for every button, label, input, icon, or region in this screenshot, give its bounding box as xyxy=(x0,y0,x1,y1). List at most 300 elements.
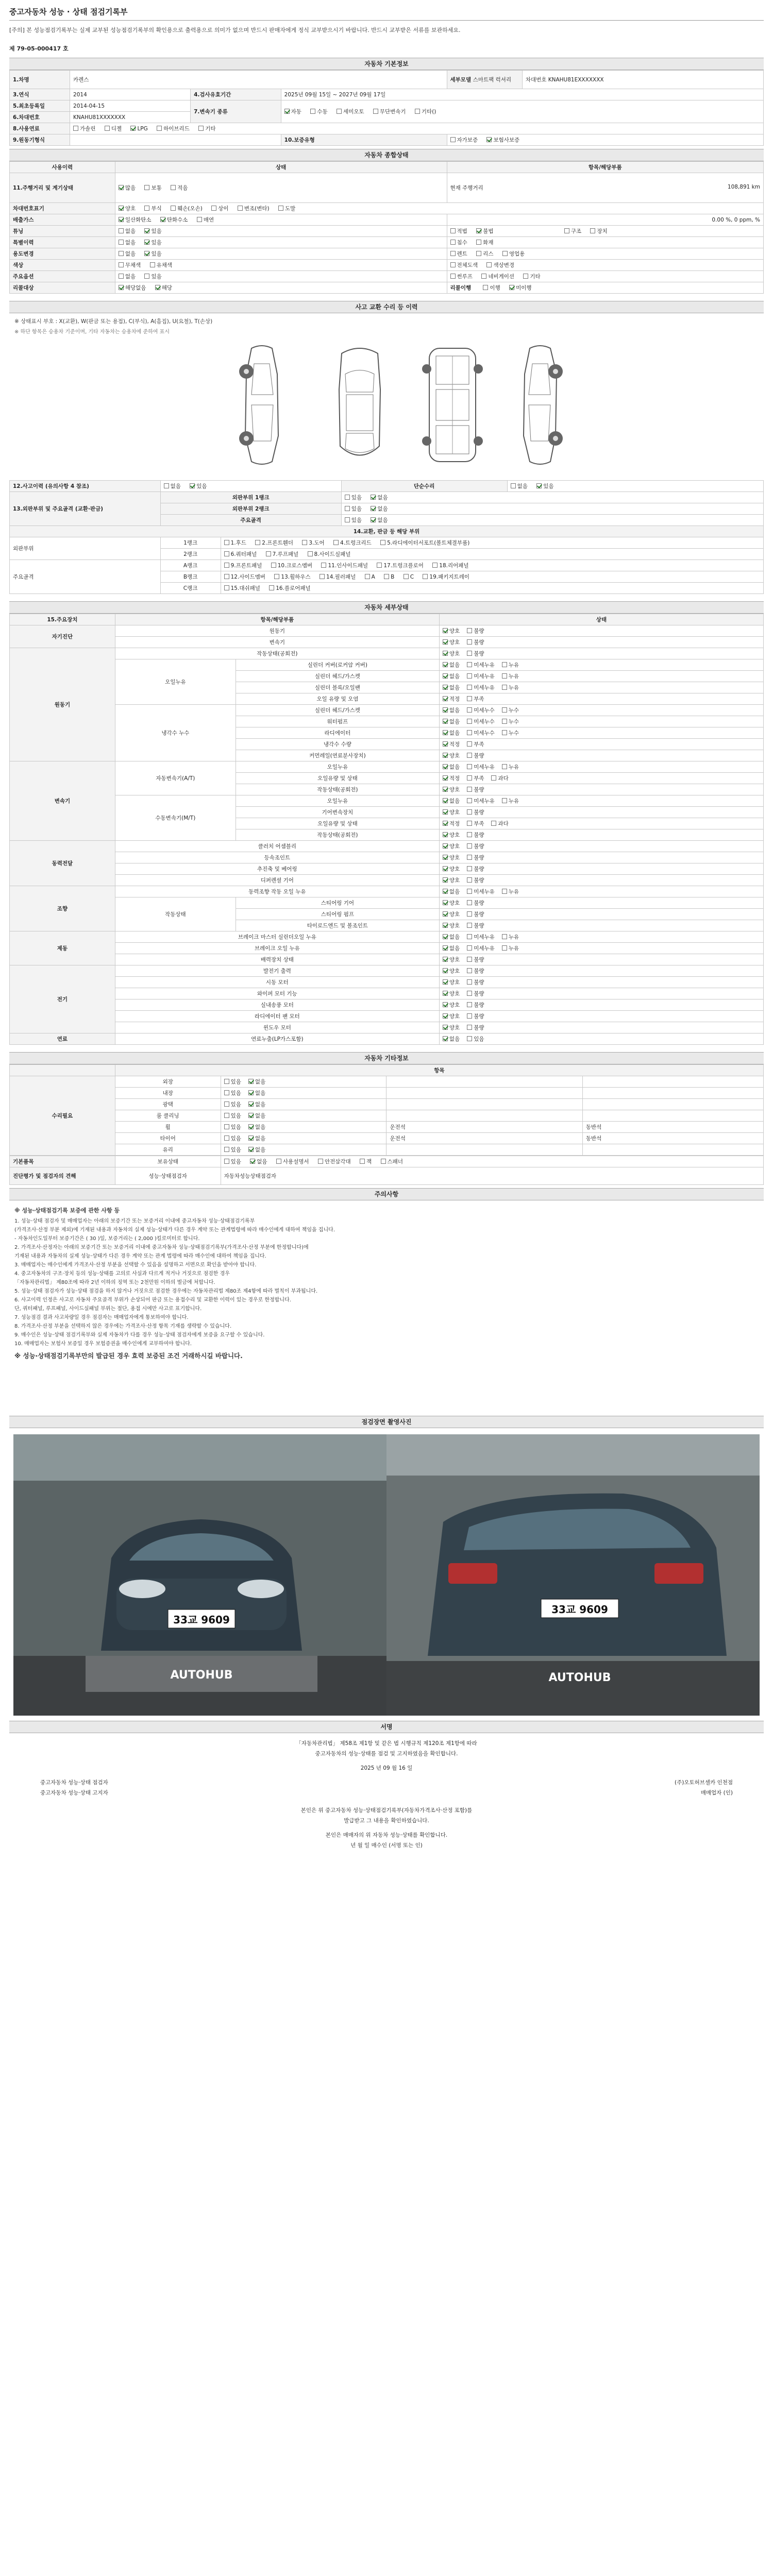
notice-text: [주의] 본 성능점검기록부는 실제 교부된 성능점검기록부의 확인용으로 출력용으로 의미가 없으며 반드시 판매자에게 정식 교부받으시기 바랍니다. 반드시 교부받은 서류를 보관하세요. xyxy=(9,27,461,33)
checkbox-icon[interactable] xyxy=(274,574,279,579)
checkbox-icon[interactable] xyxy=(224,1079,229,1084)
checkbox-icon[interactable] xyxy=(502,719,507,724)
accident-history-label: 12.사고이력 (유의사항 4 참조) xyxy=(10,481,161,492)
notes-line: 4. 중고자동차의 구조·장치 등의 성능·상태를 고의로 사실과 다르게 적거나 거짓으로 점검한 경우 xyxy=(14,1271,230,1277)
checkbox-icon[interactable] xyxy=(467,662,472,667)
checkbox-icon[interactable] xyxy=(224,1113,229,1118)
checkbox-icon[interactable] xyxy=(266,551,271,556)
detail-status-opts: 없음 미세누유 누유 xyxy=(439,795,763,807)
checkbox-icon[interactable] xyxy=(443,673,448,679)
checkbox-icon[interactable] xyxy=(224,1124,229,1129)
checkbox-icon[interactable] xyxy=(443,753,448,758)
label-transmission: 7.변속기 종류 xyxy=(191,100,281,123)
checkbox-icon[interactable] xyxy=(450,251,456,256)
checkbox-icon[interactable] xyxy=(467,923,472,928)
checkbox-icon[interactable] xyxy=(536,483,542,488)
value-vin: 차대번호 KNAHU81EXXXXXXX xyxy=(522,71,763,89)
checkbox-icon[interactable] xyxy=(467,832,472,837)
checkbox-icon[interactable] xyxy=(443,855,448,860)
checkbox-icon[interactable] xyxy=(467,651,472,656)
checkbox-icon[interactable] xyxy=(564,228,569,233)
checkbox-icon[interactable] xyxy=(119,217,124,222)
checkbox-icon[interactable] xyxy=(432,563,438,568)
overall-recall-opts: 해당없음 해당 xyxy=(115,282,447,294)
frame-label: 주요골격 xyxy=(160,515,341,526)
checkbox-icon[interactable] xyxy=(476,251,481,256)
checkbox-icon[interactable] xyxy=(160,217,165,222)
buyer-sign-line: 년 월 일 매수인 (서명 또는 인) xyxy=(350,1842,423,1849)
checkbox-icon[interactable] xyxy=(224,1090,229,1095)
basic-items-opts: 있음 없음 사용설명서 안전삼각대 잭 스패너 xyxy=(221,1156,763,1167)
detail-status-opts: 적정 부족 과다 xyxy=(439,773,763,784)
detail-status-opts: 없음 미세누수 누수 xyxy=(439,716,763,727)
detail-item-label: 실린더 헤드/가스켓 xyxy=(236,705,439,716)
checkbox-icon[interactable] xyxy=(144,228,149,233)
checkbox-icon[interactable] xyxy=(491,775,496,781)
checkbox-icon[interactable] xyxy=(467,753,472,758)
checkbox-icon[interactable] xyxy=(144,240,149,245)
overall-emission-label: 배출가스 xyxy=(10,214,115,226)
detail-row xyxy=(10,761,764,773)
inspection-photo-front xyxy=(13,1434,386,1716)
detail-status-opts: 양호 불량 xyxy=(439,988,763,999)
checkbox-icon[interactable] xyxy=(483,285,488,290)
checkbox-icon[interactable] xyxy=(224,1159,229,1164)
checkbox-icon[interactable] xyxy=(467,968,472,973)
other-extra-2 xyxy=(582,1076,763,1088)
checkbox-icon[interactable] xyxy=(467,798,472,803)
checkbox-icon[interactable] xyxy=(502,673,507,679)
checkbox-icon[interactable] xyxy=(381,1159,386,1164)
inspector-label: 중고자동차 성능·상태 점검자 xyxy=(40,1780,108,1786)
detail-row xyxy=(10,999,764,1011)
checkbox-icon[interactable] xyxy=(302,540,307,545)
detail-row xyxy=(10,954,764,965)
other-item-opts: 있음 없음 xyxy=(221,1133,386,1144)
checkbox-icon[interactable] xyxy=(467,764,472,769)
checkbox-icon[interactable] xyxy=(467,685,472,690)
checkbox-icon[interactable] xyxy=(157,126,162,131)
detail-sub-label: 수동변속기(M/T) xyxy=(115,795,236,841)
other-item-opts: 있음 없음 xyxy=(221,1110,386,1122)
checkbox-icon[interactable] xyxy=(248,1113,254,1118)
checkbox-icon[interactable] xyxy=(467,991,472,996)
detail-status-opts: 양호 불량 xyxy=(439,999,763,1011)
checkbox-icon[interactable] xyxy=(443,1025,448,1030)
detail-sub-label: 자동변속기(A/T) xyxy=(115,761,236,795)
checkbox-icon[interactable] xyxy=(443,979,448,985)
checkbox-icon[interactable] xyxy=(502,889,507,894)
checkbox-icon[interactable] xyxy=(443,1013,448,1019)
detail-item-label: 라디에이터 xyxy=(236,727,439,739)
checkbox-icon[interactable] xyxy=(119,274,124,279)
checkbox-icon[interactable] xyxy=(190,483,195,488)
checkbox-icon[interactable] xyxy=(345,495,350,500)
detail-table xyxy=(9,614,764,1045)
checkbox-icon[interactable] xyxy=(450,228,456,233)
checkbox-icon[interactable] xyxy=(171,206,176,211)
checkbox-icon[interactable] xyxy=(450,262,456,267)
simple-repair-label: 단순수리 xyxy=(341,481,507,492)
checkbox-icon[interactable] xyxy=(224,1101,229,1107)
checkbox-icon[interactable] xyxy=(481,274,486,279)
checkbox-icon[interactable] xyxy=(443,809,448,815)
checkbox-icon[interactable] xyxy=(502,934,507,939)
checkbox-icon[interactable] xyxy=(171,185,176,190)
checkbox-icon[interactable] xyxy=(155,285,160,290)
checkbox-icon[interactable] xyxy=(164,483,169,488)
checkbox-icon[interactable] xyxy=(467,1002,472,1007)
checkbox-icon[interactable] xyxy=(248,1136,254,1141)
checkbox-icon[interactable] xyxy=(467,628,472,633)
checkbox-icon[interactable] xyxy=(119,285,124,290)
detail-group-label: 자기진단 xyxy=(10,625,115,648)
checkbox-icon[interactable] xyxy=(511,483,516,488)
photo-row xyxy=(9,1428,764,1721)
label-fuel: 8.사용연료 xyxy=(10,123,70,134)
checkbox-icon[interactable] xyxy=(384,574,389,579)
car-left-side-icon xyxy=(231,343,293,467)
opts-fuel: 가솔린 디젤 LPG 하이브리드 기타 xyxy=(70,123,764,134)
checkbox-icon[interactable] xyxy=(320,574,325,579)
checkbox-icon[interactable] xyxy=(467,741,472,747)
detail-status-opts: 적정 부족 과다 xyxy=(439,818,763,829)
checkbox-icon[interactable] xyxy=(443,775,448,781)
label-engine-type: 9.원동기형식 xyxy=(10,134,70,146)
checkbox-icon[interactable] xyxy=(443,889,448,894)
checkbox-icon[interactable] xyxy=(443,662,448,667)
checkbox-icon[interactable] xyxy=(450,274,456,279)
detail-status-opts: 없음 미세누수 누수 xyxy=(439,705,763,716)
checkbox-icon[interactable] xyxy=(476,240,481,245)
checkbox-icon[interactable] xyxy=(248,1101,254,1107)
checkbox-icon[interactable] xyxy=(271,563,276,568)
checkbox-icon[interactable] xyxy=(467,775,472,781)
rank-label: A랭크 xyxy=(160,560,221,571)
checkbox-icon[interactable] xyxy=(276,1159,281,1164)
checkbox-icon[interactable] xyxy=(443,798,448,803)
detail-status-opts: 양호 불량 xyxy=(439,852,763,863)
detail-item-label: 커먼레일(연료분사장치) xyxy=(236,750,439,761)
checkbox-icon[interactable] xyxy=(443,866,448,871)
checkbox-icon[interactable] xyxy=(248,1124,254,1129)
detail-item-label: 실린더 헤드/가스켓 xyxy=(236,671,439,682)
basic-items-item: 보유상태 xyxy=(115,1156,221,1167)
notes-warning: ※ 성능·상태점검기록부만의 발급된 경우 효력 보증된 조건 거래하시길 바랍니다. xyxy=(14,1352,243,1360)
checkbox-icon[interactable] xyxy=(467,979,472,985)
checkbox-icon[interactable] xyxy=(502,685,507,690)
checkbox-icon[interactable] xyxy=(443,1002,448,1007)
checkbox-icon[interactable] xyxy=(443,877,448,883)
checkbox-icon[interactable] xyxy=(365,574,370,579)
checkbox-icon[interactable] xyxy=(371,506,376,511)
checkbox-icon[interactable] xyxy=(502,662,507,667)
checkbox-icon[interactable] xyxy=(467,696,472,701)
section-other: 자동차 기타정보 xyxy=(9,1052,764,1064)
checkbox-icon[interactable] xyxy=(198,126,204,131)
overall-head-status: 상태 xyxy=(115,162,447,173)
other-extra-2 xyxy=(582,1110,763,1122)
checkbox-icon[interactable] xyxy=(486,262,492,267)
checkbox-icon[interactable] xyxy=(224,540,229,545)
overall-emission-opts: 일산화탄소 탄화수소 매연 xyxy=(115,214,447,226)
overall-tuning-items: 적법 불법 구조 장치 xyxy=(447,226,763,237)
checkbox-icon[interactable] xyxy=(318,1159,323,1164)
checkbox-icon[interactable] xyxy=(467,809,472,815)
checkbox-icon[interactable] xyxy=(224,1136,229,1141)
checkbox-icon[interactable] xyxy=(360,1159,365,1164)
checkbox-icon[interactable] xyxy=(502,945,507,951)
checkbox-icon[interactable] xyxy=(467,877,472,883)
checkbox-icon[interactable] xyxy=(380,540,385,545)
checkbox-icon[interactable] xyxy=(211,206,216,211)
checkbox-icon[interactable] xyxy=(443,900,448,905)
checkbox-icon[interactable] xyxy=(371,495,376,500)
checkbox-icon[interactable] xyxy=(467,934,472,939)
checkbox-icon[interactable] xyxy=(423,574,428,579)
checkbox-icon[interactable] xyxy=(224,1147,229,1152)
detail-status-opts: 없음 미세누수 누수 xyxy=(439,727,763,739)
detail-item-label: 연료누출(LP가스포함) xyxy=(115,1033,439,1045)
checkbox-icon[interactable] xyxy=(443,843,448,849)
checkbox-icon[interactable] xyxy=(590,228,595,233)
checkbox-icon[interactable] xyxy=(443,787,448,792)
checkbox-icon[interactable] xyxy=(476,228,481,233)
detail-status-opts: 없음 미세누유 누유 xyxy=(439,761,763,773)
checkbox-icon[interactable] xyxy=(502,251,508,256)
detail-item-label: 스티어링 기어 xyxy=(236,897,439,909)
detail-status-opts: 없음 미세누유 누유 xyxy=(439,886,763,897)
checkbox-icon[interactable] xyxy=(467,673,472,679)
sign-line-5: 본인은 매매자의 위 자동차 성능·상태를 확인합니다. xyxy=(325,1832,448,1838)
detail-item-label: 디퍼렌셜 기어 xyxy=(115,875,439,886)
checkbox-icon[interactable] xyxy=(467,843,472,849)
checkbox-icon[interactable] xyxy=(443,628,448,633)
detail-item-label: 등속조인트 xyxy=(115,852,439,863)
checkbox-icon[interactable] xyxy=(443,719,448,724)
notes-line: 2. 가격조사·산정자는 아래의 보증기간 또는 보증거리 이내에 중고자동차 성능·상태점검기록부(가격조사·산정 부분에 한정합니다)에 xyxy=(14,1245,309,1250)
checkbox-icon[interactable] xyxy=(443,934,448,939)
checkbox-icon[interactable] xyxy=(371,517,376,522)
checkbox-icon[interactable] xyxy=(443,730,448,735)
checkbox-icon[interactable] xyxy=(502,764,507,769)
checkbox-icon[interactable] xyxy=(467,1036,472,1041)
basic-items-label: 기본품목 xyxy=(10,1156,115,1167)
checkbox-icon[interactable] xyxy=(144,185,149,190)
checkbox-icon[interactable] xyxy=(248,1090,254,1095)
other-extra-1 xyxy=(386,1110,582,1122)
checkbox-icon[interactable] xyxy=(73,126,78,131)
checkbox-icon[interactable] xyxy=(467,1013,472,1019)
checkbox-icon[interactable] xyxy=(119,262,124,267)
rank-label: 1랭크 xyxy=(160,537,221,549)
checkbox-icon[interactable] xyxy=(467,889,472,894)
checkbox-icon[interactable] xyxy=(269,585,274,590)
checkbox-icon[interactable] xyxy=(150,262,155,267)
checkbox-icon[interactable] xyxy=(415,109,420,114)
overall-recall-label: 리콜대상 xyxy=(10,282,115,294)
overall-usage-items: 렌트 리스 영업용 xyxy=(447,248,763,260)
checkbox-icon[interactable] xyxy=(333,540,339,545)
checkbox-icon[interactable] xyxy=(443,1036,448,1041)
detail-item-label: 윈도우 모터 xyxy=(115,1022,439,1033)
detail-item-label: 오일누유 xyxy=(236,761,439,773)
checkbox-icon[interactable] xyxy=(502,730,507,735)
overall-head-usage: 사용이력 xyxy=(10,162,115,173)
checkbox-icon[interactable] xyxy=(523,274,528,279)
detail-row xyxy=(10,625,764,637)
checkbox-icon[interactable] xyxy=(105,126,110,131)
checkbox-icon[interactable] xyxy=(450,137,456,142)
checkbox-icon[interactable] xyxy=(502,798,507,803)
checkbox-icon[interactable] xyxy=(443,707,448,713)
detail-item-label: 실린더 커버(로커암 커버) xyxy=(236,659,439,671)
checkbox-icon[interactable] xyxy=(197,217,202,222)
detail-group-label: 동력전달 xyxy=(10,841,115,886)
sign-line-4: 발급받고 그 내용을 확인하였습니다. xyxy=(344,1818,429,1824)
checkbox-icon[interactable] xyxy=(443,832,448,837)
overall-head-item: 항목/해당부품 xyxy=(447,162,763,173)
checkbox-icon[interactable] xyxy=(248,1147,254,1152)
brand-logo-rear: AUTOHUB xyxy=(548,1671,611,1684)
detail-status-opts: 양호 불량 xyxy=(439,1022,763,1033)
checkbox-icon[interactable] xyxy=(486,137,492,142)
other-extra-1 xyxy=(386,1076,582,1088)
checkbox-icon[interactable] xyxy=(450,240,456,245)
outer-panel-side-label: 외판부위 xyxy=(10,537,161,560)
checkbox-icon[interactable] xyxy=(443,741,448,747)
rankC-parts: 15.대쉬패널 16.플로어패널 xyxy=(221,583,763,594)
overall-special-opts: 없음 있음 xyxy=(115,237,447,248)
checkbox-icon[interactable] xyxy=(119,185,124,190)
checkbox-icon[interactable] xyxy=(467,866,472,871)
checkbox-icon[interactable] xyxy=(443,968,448,973)
checkbox-icon[interactable] xyxy=(491,821,496,826)
detail-sub-label: 냉각수 누수 xyxy=(115,705,236,761)
value-first-reg: 2014-04-15 xyxy=(70,100,191,112)
checkbox-icon[interactable] xyxy=(443,685,448,690)
checkbox-icon[interactable] xyxy=(443,639,448,645)
overall-usage-label: 용도변경 xyxy=(10,248,115,260)
checkbox-icon[interactable] xyxy=(443,651,448,656)
checkbox-icon[interactable] xyxy=(377,563,382,568)
checkbox-icon[interactable] xyxy=(345,506,350,511)
sign-date: 2025 년 09 월 16 일 xyxy=(360,1765,413,1771)
checkbox-icon[interactable] xyxy=(224,551,229,556)
checkbox-icon[interactable] xyxy=(144,251,149,256)
checkbox-icon[interactable] xyxy=(467,707,472,713)
brand-logo-front: AUTOHUB xyxy=(170,1669,233,1682)
checkbox-icon[interactable] xyxy=(144,206,149,211)
checkbox-icon[interactable] xyxy=(404,574,409,579)
checkbox-icon[interactable] xyxy=(144,274,149,279)
checkbox-icon[interactable] xyxy=(345,517,350,522)
detail-status-opts: 없음 있음 xyxy=(439,1033,763,1045)
detail-group-label: 제동 xyxy=(10,931,115,965)
car-diagram xyxy=(9,338,764,472)
checkbox-icon[interactable] xyxy=(443,923,448,928)
checkbox-icon[interactable] xyxy=(119,251,124,256)
label-first-reg: 5.최초등록일 xyxy=(10,100,70,112)
checkbox-icon[interactable] xyxy=(467,787,472,792)
detail-group-label: 변속기 xyxy=(10,761,115,841)
checkbox-icon[interactable] xyxy=(278,206,283,211)
overall-mileage-opts: 많음 보통 적음 xyxy=(115,173,447,203)
checkbox-icon[interactable] xyxy=(443,821,448,826)
checkbox-icon[interactable] xyxy=(119,240,124,245)
sign-line-3: 본인은 위 중고자동차 성능·상태점검기록부(자동차가격조사·산정 포함)를 xyxy=(300,1807,473,1814)
value-car-name: 카렌스 xyxy=(70,71,447,89)
checkbox-icon[interactable] xyxy=(502,707,507,713)
checkbox-icon[interactable] xyxy=(467,730,472,735)
value-year: 2014 xyxy=(70,89,191,100)
checkbox-icon[interactable] xyxy=(467,821,472,826)
detail-status-opts: 적정 부족 xyxy=(439,693,763,705)
checkbox-icon[interactable] xyxy=(467,639,472,645)
checkbox-icon[interactable] xyxy=(509,285,514,290)
checkbox-icon[interactable] xyxy=(255,540,260,545)
checkbox-icon[interactable] xyxy=(443,696,448,701)
checkbox-icon[interactable] xyxy=(467,945,472,951)
checkbox-icon[interactable] xyxy=(321,563,326,568)
checkbox-icon[interactable] xyxy=(337,109,342,114)
checkbox-icon[interactable] xyxy=(467,1025,472,1030)
checkbox-icon[interactable] xyxy=(467,719,472,724)
checkbox-icon[interactable] xyxy=(119,228,124,233)
overall-color-items: 전체도색 색상변경 xyxy=(447,260,763,271)
checkbox-icon[interactable] xyxy=(310,109,315,114)
notes-line: 10. 매매업자는 보험사 보증일 경우 보험증권을 매수인에게 교부하여야 합니다. xyxy=(14,1341,192,1347)
checkbox-icon[interactable] xyxy=(443,945,448,951)
detail-item-label: 변속기 xyxy=(115,637,439,648)
other-row xyxy=(10,1144,764,1156)
checkbox-icon[interactable] xyxy=(467,911,472,917)
checkbox-icon[interactable] xyxy=(224,585,229,590)
checkbox-icon[interactable] xyxy=(284,109,290,114)
panel-rank2-label: 외판부위 2랭크 xyxy=(160,503,341,515)
value-vin2: KNAHU81XXXXXXX xyxy=(70,112,191,123)
checkbox-icon[interactable] xyxy=(467,900,472,905)
notes-block xyxy=(9,1200,764,1416)
checkbox-icon[interactable] xyxy=(130,126,136,131)
detail-status-opts: 양호 불량 xyxy=(439,750,763,761)
checkbox-icon[interactable] xyxy=(443,764,448,769)
detail-row xyxy=(10,931,764,943)
checkbox-icon[interactable] xyxy=(467,855,472,860)
detail-row xyxy=(10,637,764,648)
detail-group-label: 전기 xyxy=(10,965,115,1033)
detail-row xyxy=(10,988,764,999)
checkbox-icon[interactable] xyxy=(224,563,229,568)
checkbox-icon[interactable] xyxy=(248,1079,254,1084)
rank2-parts: 6.쿼터패널 7.루프패널 8.사이드실패널 xyxy=(221,549,763,560)
checkbox-icon[interactable] xyxy=(119,206,124,211)
checkbox-icon[interactable] xyxy=(224,574,229,579)
checkbox-icon[interactable] xyxy=(308,551,313,556)
checkbox-icon[interactable] xyxy=(467,957,472,962)
checkbox-icon[interactable] xyxy=(443,991,448,996)
detail-row xyxy=(10,852,764,863)
detail-status-opts: 양호 불량 xyxy=(439,648,763,659)
opinion-label: 진단평가 및 점검자의 견해 xyxy=(10,1167,115,1185)
checkbox-icon[interactable] xyxy=(238,206,243,211)
checkbox-icon[interactable] xyxy=(373,109,378,114)
checkbox-icon[interactable] xyxy=(443,957,448,962)
rank1-parts: 1.후드 2.프론트휀더 3.도어 4.트렁크리드 5.라디에이터서포트(볼트체결부품) xyxy=(221,537,763,549)
detail-row xyxy=(10,705,764,716)
checkbox-icon[interactable] xyxy=(250,1159,255,1164)
checkbox-icon[interactable] xyxy=(443,911,448,917)
